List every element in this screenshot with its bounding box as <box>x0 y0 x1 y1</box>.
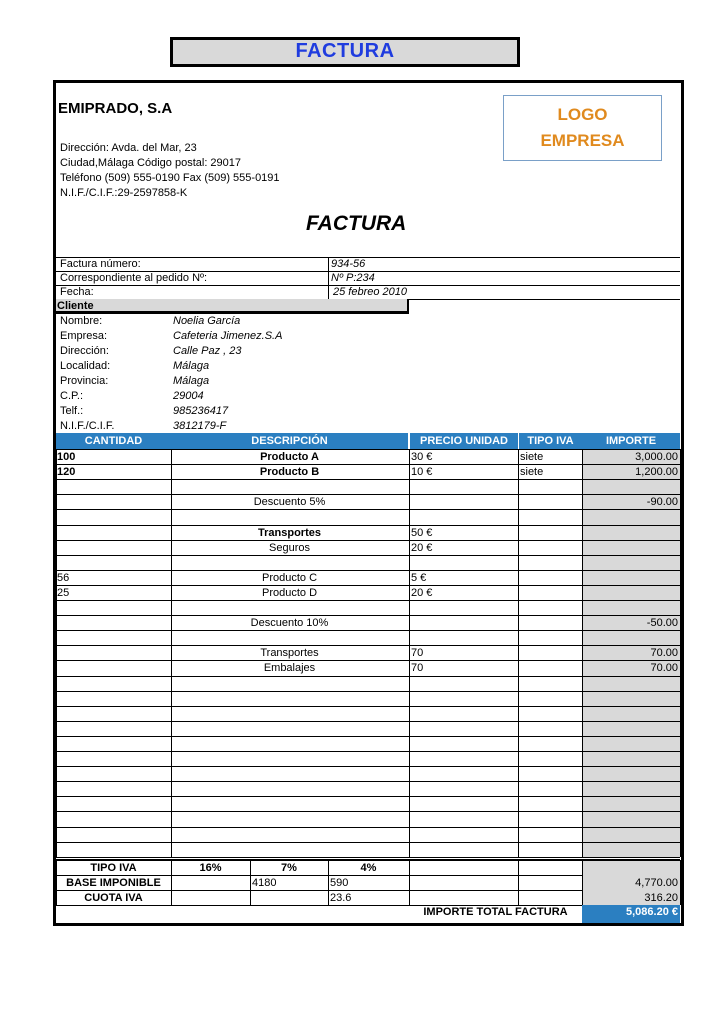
row-divider <box>56 796 680 797</box>
base-total: 4,770.00 <box>635 877 678 889</box>
client-field-label: N.I.F./C.I.F. <box>60 420 115 432</box>
invoice-date: 25 febreo 2010 <box>333 286 408 298</box>
iva-rate-3: 4% <box>360 862 377 874</box>
invoice-number: 934-56 <box>331 258 366 270</box>
client-heading-box <box>56 299 409 314</box>
company-address: Dirección: Avda. del Mar, 23 <box>60 142 197 154</box>
order-number: Nº P:234 <box>331 272 375 284</box>
row-divider <box>56 479 680 480</box>
col-descripcion: DESCRIPCIÓN <box>171 433 408 449</box>
client-field-label: Localidad: <box>60 360 111 372</box>
row-price: 5 € <box>411 572 427 584</box>
base-value-2: 4180 <box>252 877 277 889</box>
row-divider <box>56 736 680 737</box>
row-qty: 120 <box>57 466 76 478</box>
row-importe: 70.00 <box>650 662 678 674</box>
row-importe: -90.00 <box>646 496 678 508</box>
row-divider <box>56 721 680 722</box>
iva-rate-2: 7% <box>281 862 297 874</box>
row-divider <box>56 827 680 828</box>
row-divider <box>56 781 680 782</box>
divider <box>328 257 329 299</box>
base-value-3: 590 <box>330 877 349 889</box>
row-price: 70 <box>411 647 424 659</box>
col-divider <box>518 449 519 857</box>
row-desc: Descuento 10% <box>250 617 329 629</box>
col-precio: PRECIO UNIDAD <box>409 433 518 449</box>
col-divider <box>680 449 681 857</box>
company-city: Ciudad,Málaga Código postal: 29017 <box>60 157 242 169</box>
row-desc: Descuento 5% <box>253 496 326 508</box>
row-divider <box>56 842 680 843</box>
client-field-label: Provincia: <box>60 375 109 387</box>
iva-rate-1: 16% <box>199 862 222 874</box>
tipo-iva-label: TIPO IVA <box>90 862 137 874</box>
client-field-value: Noelia García <box>173 315 241 327</box>
row-divider <box>56 600 680 601</box>
row-divider <box>56 706 680 707</box>
company-logo <box>503 95 662 161</box>
col-importe: IMPORTE <box>582 433 680 449</box>
client-heading: Cliente <box>57 300 94 312</box>
row-importe: 70.00 <box>650 647 678 659</box>
cuota-value-3: 23.6 <box>330 892 352 904</box>
logo-line1: LOGO <box>557 105 608 124</box>
row-desc: Producto B <box>259 466 320 478</box>
client-field-value: Málaga <box>173 360 210 372</box>
client-field-value: Calle Paz , 23 <box>173 345 242 357</box>
row-price: 20 € <box>411 542 433 554</box>
base-imponible-label: BASE IMPONIBLE <box>66 877 161 889</box>
row-importe: 3,000.00 <box>635 451 678 463</box>
col-divider <box>409 449 410 857</box>
row-price: 30 € <box>411 451 433 463</box>
client-field-value: Málaga <box>173 375 210 387</box>
col-tipo-iva: TIPO IVA <box>518 433 582 449</box>
row-qty: 25 <box>57 587 70 599</box>
row-desc: Transportes <box>260 647 319 659</box>
row-desc: Seguros <box>269 542 310 554</box>
client-field-value: 3812179-F <box>173 420 227 432</box>
divider <box>56 257 680 258</box>
row-importe: -50.00 <box>646 617 678 629</box>
row-desc: Transportes <box>258 527 321 539</box>
total-label: IMPORTE TOTAL FACTURA <box>423 906 568 918</box>
invoice-number-label: Factura número: <box>60 258 141 270</box>
client-field-label: C.P.: <box>60 390 84 402</box>
row-desc: Producto C <box>261 572 318 584</box>
company-phone: Teléfono (509) 555-0190 Fax (509) 555-0191 <box>60 172 280 184</box>
row-divider <box>56 751 680 752</box>
client-field-value: Cafeteria Jimenez.S.A <box>173 330 283 342</box>
client-field-label: Dirección: <box>60 345 109 357</box>
row-desc: Embalajes <box>263 662 316 674</box>
row-qty: 56 <box>57 572 70 584</box>
row-divider <box>56 555 680 556</box>
row-desc: Producto A <box>260 451 319 463</box>
row-desc: Producto D <box>261 587 318 599</box>
row-importe: 1,200.00 <box>635 466 678 478</box>
col-divider <box>409 860 410 905</box>
col-divider <box>56 449 57 857</box>
client-field-value: 29004 <box>173 390 204 402</box>
col-cantidad: CANTIDAD <box>56 433 171 449</box>
company-name: EMIPRADO, S.A <box>58 100 173 117</box>
row-divider <box>56 811 680 812</box>
page-title: FACTURA <box>295 40 395 62</box>
row-divider <box>56 676 680 677</box>
row-divider <box>56 691 680 692</box>
row-divider <box>56 766 680 767</box>
col-divider <box>680 860 681 905</box>
row-divider <box>56 509 680 510</box>
row-divider <box>56 857 680 858</box>
client-field-label: Telf.: <box>60 405 84 417</box>
row-tipo-iva: siete <box>520 451 544 463</box>
cuota-iva-label: CUOTA IVA <box>84 892 143 904</box>
company-nif: N.I.F./C.I.F.:29-2597858-K <box>60 187 188 199</box>
total-value: 5,086.20 € <box>626 906 678 918</box>
client-field-value: 985236417 <box>173 405 229 417</box>
row-tipo-iva: siete <box>520 466 544 478</box>
cuota-total: 316.20 <box>644 892 678 904</box>
logo-line2: EMPRESA <box>540 131 625 150</box>
row-price: 70 <box>411 662 424 674</box>
order-label: Correspondiente al pedido Nº: <box>60 272 208 284</box>
row-price: 20 € <box>411 587 433 599</box>
row-price: 50 € <box>411 527 433 539</box>
date-label: Fecha: <box>60 286 94 298</box>
client-field-label: Empresa: <box>60 330 108 342</box>
col-divider <box>518 860 519 905</box>
document-title: FACTURA <box>306 212 407 235</box>
row-qty: 100 <box>57 451 76 463</box>
row-price: 10 € <box>411 466 433 478</box>
row-divider <box>56 630 680 631</box>
client-field-label: Nombre: <box>60 315 103 327</box>
